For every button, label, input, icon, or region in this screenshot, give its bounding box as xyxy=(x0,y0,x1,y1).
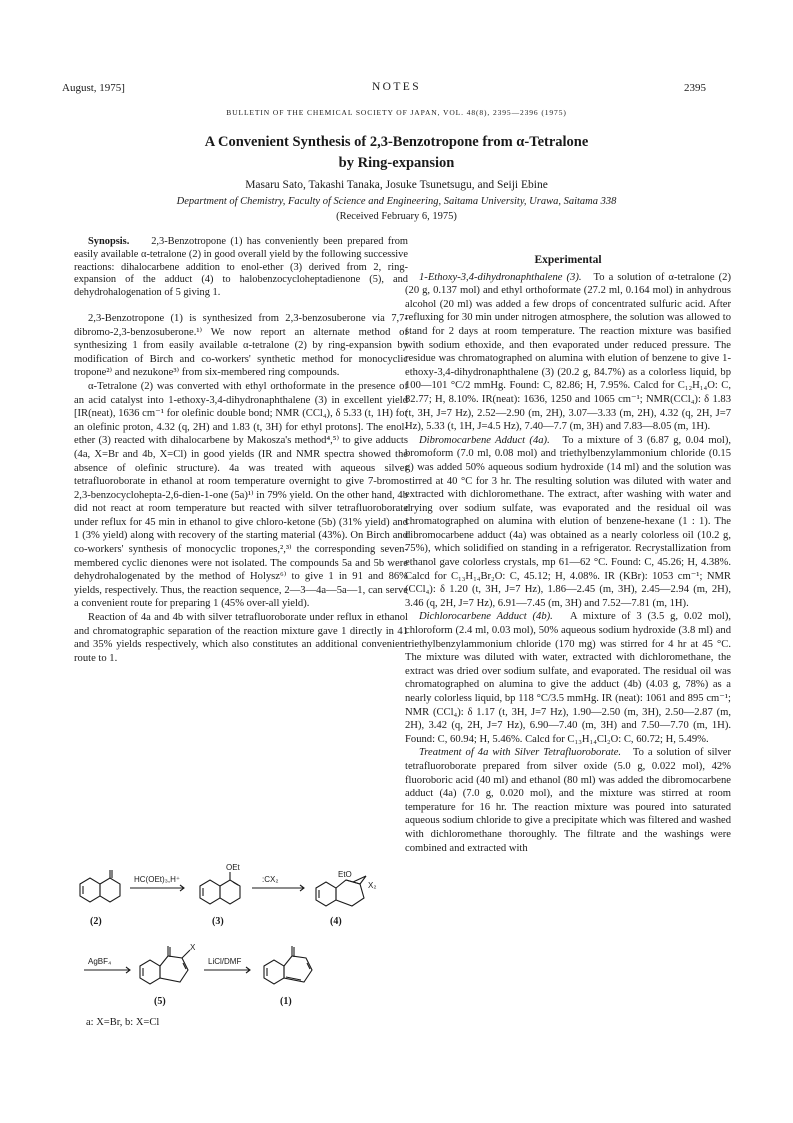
experimental-text: To a mixture of 3 (6.87 g, 0.04 mol), bromoform (7.0 ml, 0.08 mol) and triethylbenzylammonium chloride (0.15 g) was added 50% aqueous sodium hydroxide (14 ml) and the solution was stirred at 40 °C for 3 hr. The resulting solution was diluted with water and extracted with dichloromethane. The extract, after washing with water and drying over sodium sulfate, was evaporated and the residual oil was chromatographed on alumina with elution of benzene-hexane (1 : 1). The dibromocarbene adduct (4a) was obtained as a nearly colorless oil (10.2 g, 75%), which solidified on standing in a refrigerator. Recrystallization from ethanol gave colorless crystals, mp 61—62 °C. Found: C, 45.26; H, 4.38%. Calcd for C₁₃H₁₄Br₂O: C, 45.12; H, 4.08%. IR (KBr): 1053 cm⁻¹; NMR (CCl₄): δ 1.20 (t, 3H, J=7 Hz), 1.86—2.45 (m, 3H), 2.45—2.94 (m, 2H), 3.46 (q, 2H, J=7 Hz), 6.91—7.45 (m, 3H) and 7.52—7.81 (m, 1H). xyxy=(405,434,731,609)
journal-citation: BULLETIN OF THE CHEMICAL SOCIETY OF JAPAN, VOL. 48(8), 2395—2396 (1975) xyxy=(226,108,567,117)
page-number: 2395 xyxy=(684,82,706,94)
experimental-paragraph xyxy=(405,610,731,746)
body-paragraph: α-Tetralone (2) was converted with ethyl orthoformate in the presence of an acid catalyst into 1-ethoxy-3,4-dihydronaphthalene (3) in excellent yield [IR(neat), 1636 cm⁻¹ for olefinic double bond; NMR (CCl₄), δ 5.33 (t, 1H) for an olefinic proton, 4.32 (q, 2H) and 1.83 (t, 3H) for ethyl protons]. The enol-ether (3) reacted with dihalocarbene by Makosza's method⁴,⁵⁾ to give adducts (4a, X=Br and 4b, X=Cl) in good yields (IR and NMR spectra showed the absence of olefinic structure). 4a was treated with aqueous silver tetrafluoroborate in ethanol at room temperature overnight to give 7-bromo-2,3-benzocyclohepta-2,6-dien-1-one (5a)¹⁾ in 79% yield. On the other hand, 4b did not react at room temperature but reacted with silver tetrafluoroborate under reflux for 45 min in ethanol to give chloro-ketone (5b) (31% yield) and 1 (3% yield) along with recovery of the starting material (43%). On Birch and co-workers' synthesis of monocyclic tropones,²,³⁾ the corresponding seven-membered cyclic dienones were not isolated. The compounds 5a and 5b were dehydrohalogenated by the method of Holysz⁶⁾ to give 1 in 91 and 86% yields, respectively. Thus, the reaction sequence, 2—3—4a—5a—1, can serve a convenient route for preparing 1 (45% over-all yield). xyxy=(74,380,408,610)
structure-enol-ether xyxy=(200,872,240,904)
synopsis xyxy=(74,236,408,300)
running-header-date: August, 1975] xyxy=(62,82,125,94)
article-title xyxy=(0,132,793,174)
synopsis-label: Synopsis. xyxy=(88,236,130,247)
title-line-2: by Ring-expansion xyxy=(338,155,455,171)
body-paragraph: 2,3-Benzotropone (1) is synthesized from 2,3-benzosuberone via 7,7-dibromo-2,3-benzosuberone.¹⁾ We now report an alternate method of synthesizing 1 from easily available α-tetralone (2) by ring-expansion by modification of Birch and co-workers' synthetic method for monocyclic tropone²⁾ and nezukone³⁾ from six-membered ring compounds. xyxy=(74,312,408,379)
scheme-caption: a: X=Br, b: X=Cl xyxy=(86,1017,160,1028)
substituent-eto: EtO xyxy=(338,870,352,879)
experimental-paragraph xyxy=(405,271,731,434)
compound-label-2: (2) xyxy=(90,916,102,927)
left-column xyxy=(74,236,408,665)
received-date: (Received February 6, 1975) xyxy=(336,211,457,222)
reaction-scheme xyxy=(72,862,402,1032)
running-header-section: NOTES xyxy=(371,81,422,93)
compound-label-5: (5) xyxy=(154,996,166,1007)
structure-tetralone xyxy=(80,870,120,902)
author-list: Masaru Sato, Takashi Tanaka, Josuke Tsunetsugu, and Seiji Ebine xyxy=(245,179,548,191)
reagent-label-3: AgBF₄ xyxy=(88,957,112,966)
body-paragraph: Reaction of 4a and 4b with silver tetrafluoroborate under reflux in ethanol and chromatographic separation of the reaction mixture gave 1 directly in 41 and 35% yields respectively, which also constitutes an additional convenient route to 1. xyxy=(74,612,408,664)
reagent-label-4: LiCl/DMF xyxy=(208,957,242,966)
reaction-scheme-drawing xyxy=(72,862,402,1032)
section-heading-experimental: Experimental xyxy=(534,254,602,266)
substituent-oet: OEt xyxy=(226,863,240,872)
synopsis-text: 2,3-Benzotropone (1) has conveniently been prepared from easily available α-tetralone (2) in good overall yield by the following successive reactions: dihalocarbene addition to enol-ether (3) derived from 2, ring-expansion of the adduct (4) to halobenzocycloheptadienone (5), and dehydrohalogenation of 5 giving 1. xyxy=(74,236,408,299)
experimental-subheading: Dibromocarbene Adduct (4a). xyxy=(419,434,550,446)
structure-benzotropone xyxy=(264,946,312,984)
reagent-label-1: HC(OEt)₃,H⁺ xyxy=(134,875,181,884)
structure-halo-dienone xyxy=(140,946,190,984)
title-line-1: A Convenient Synthesis of 2,3-Benzotropone from α-Tetralone xyxy=(204,134,589,150)
experimental-paragraph xyxy=(405,746,731,855)
compound-label-1: (1) xyxy=(280,996,292,1007)
experimental-subheading: 1-Ethoxy-3,4-dihydronaphthalene (3). xyxy=(419,271,582,283)
affiliation: Department of Chemistry, Faculty of Science and Engineering, Saitama University, Urawa, Saitama 338 xyxy=(176,196,617,207)
right-column xyxy=(405,254,731,855)
structure-adduct xyxy=(316,876,366,906)
compound-label-4: (4) xyxy=(330,916,342,927)
experimental-subheading: Treatment of 4a with Silver Tetrafluoroborate. xyxy=(419,747,622,759)
experimental-subheading: Dichlorocarbene Adduct (4b). xyxy=(419,611,553,623)
experimental-text: To a solution of silver tetrafluoroborate prepared from silver oxide (5.0 g, 0.022 mol), 42% fluoroboric acid (40 ml) and ethanol (80 ml) was added the dibromocarbene adduct (4a) (7.0 g, 0.020 mol), and the mixture was stirred at room temperature for 16 hr. The reaction mixture was poured into saturated aqueous sodium chloride to give a precipitate which was filtered and washed with dichloromethane thoroughly. The filtrate and the washings were combined and extracted with xyxy=(405,747,732,854)
reagent-label-2: :CX₂ xyxy=(262,875,279,884)
experimental-text: A mixture of 3 (3.5 g, 0.02 mol), chloroform (2.4 ml, 0.03 mol), 50% aqueous sodium hydroxide (3.8 ml) and triethylbenzylammonium chloride (170 mg) was stirred for 4 hr at 45 °C. The mixture was diluted with water, extracted with dichloromethane, the extract was dried over sodium sulfate, and evaporated. The residual oil was chromatographed on alumina to give the adduct (4b) (4.03 g, 78%) as a nearly colorless liquid, bp 118 °C/3.5 mmHg. IR (neat): 1061 and 895 cm⁻¹; NMR (CCl₄): δ 1.17 (t, 3H, J=7 Hz), 1.90—2.50 (m, 3H), 2.50—2.87 (m, 2H), 3.42 (q, 2H, J=7 Hz), 6.90—7.40 (m, 3H) and 7.50—7.70 (m, 1H). Found: C, 60.94; H, 5.46%. Calcd for C₁₃H₁₄Cl₂O: C, 60.72; H, 5.49%. xyxy=(405,611,732,745)
compound-label-3: (3) xyxy=(212,916,224,927)
substituent-x: X xyxy=(190,943,196,952)
experimental-text: To a solution of α-tetralone (2) (20 g, 0.137 mol) and ethyl orthoformate (27.2 ml, 0.164 mol) in anhydrous alcohol (20 ml) was added a few drops of concentrated sulfuric acid. After refluxing for 30 min under nitrogen atmosphere, the solution was allowed to stand for 2 days at room temperature. The reaction mixture was basified with sodium ethoxide, and then evaporated under reduced pressure. The residue was chromatographed on alumina with elution of benzene to give 1-ethoxy-3,4-dihydronaphthalene (3) (20.2 g, 84.7%) as a colorless liquid, bp 100—101 °C/2 mmHg. Found: C, 82.86; H, 7.95%. Calcd for C₁₂H₁₄O: C, 82.77; H, 8.10%. IR(neat): 1636, 1250 and 1065 cm⁻¹; NMR(CCl₄): δ 1.83 (t, 3H, J=7 Hz), 2.52—2.90 (m, 2H), 3.07—3.33 (m, 2H), 4.32 (q, 2H, J=7 Hz), 5.33 (t, 1H, J=4.5 Hz), 7.40—7.7 (m, 3H) and 7.83—8.05 (m, 1H). xyxy=(405,271,731,433)
experimental-paragraph xyxy=(405,434,731,611)
substituent-x2: X₂ xyxy=(368,881,377,890)
